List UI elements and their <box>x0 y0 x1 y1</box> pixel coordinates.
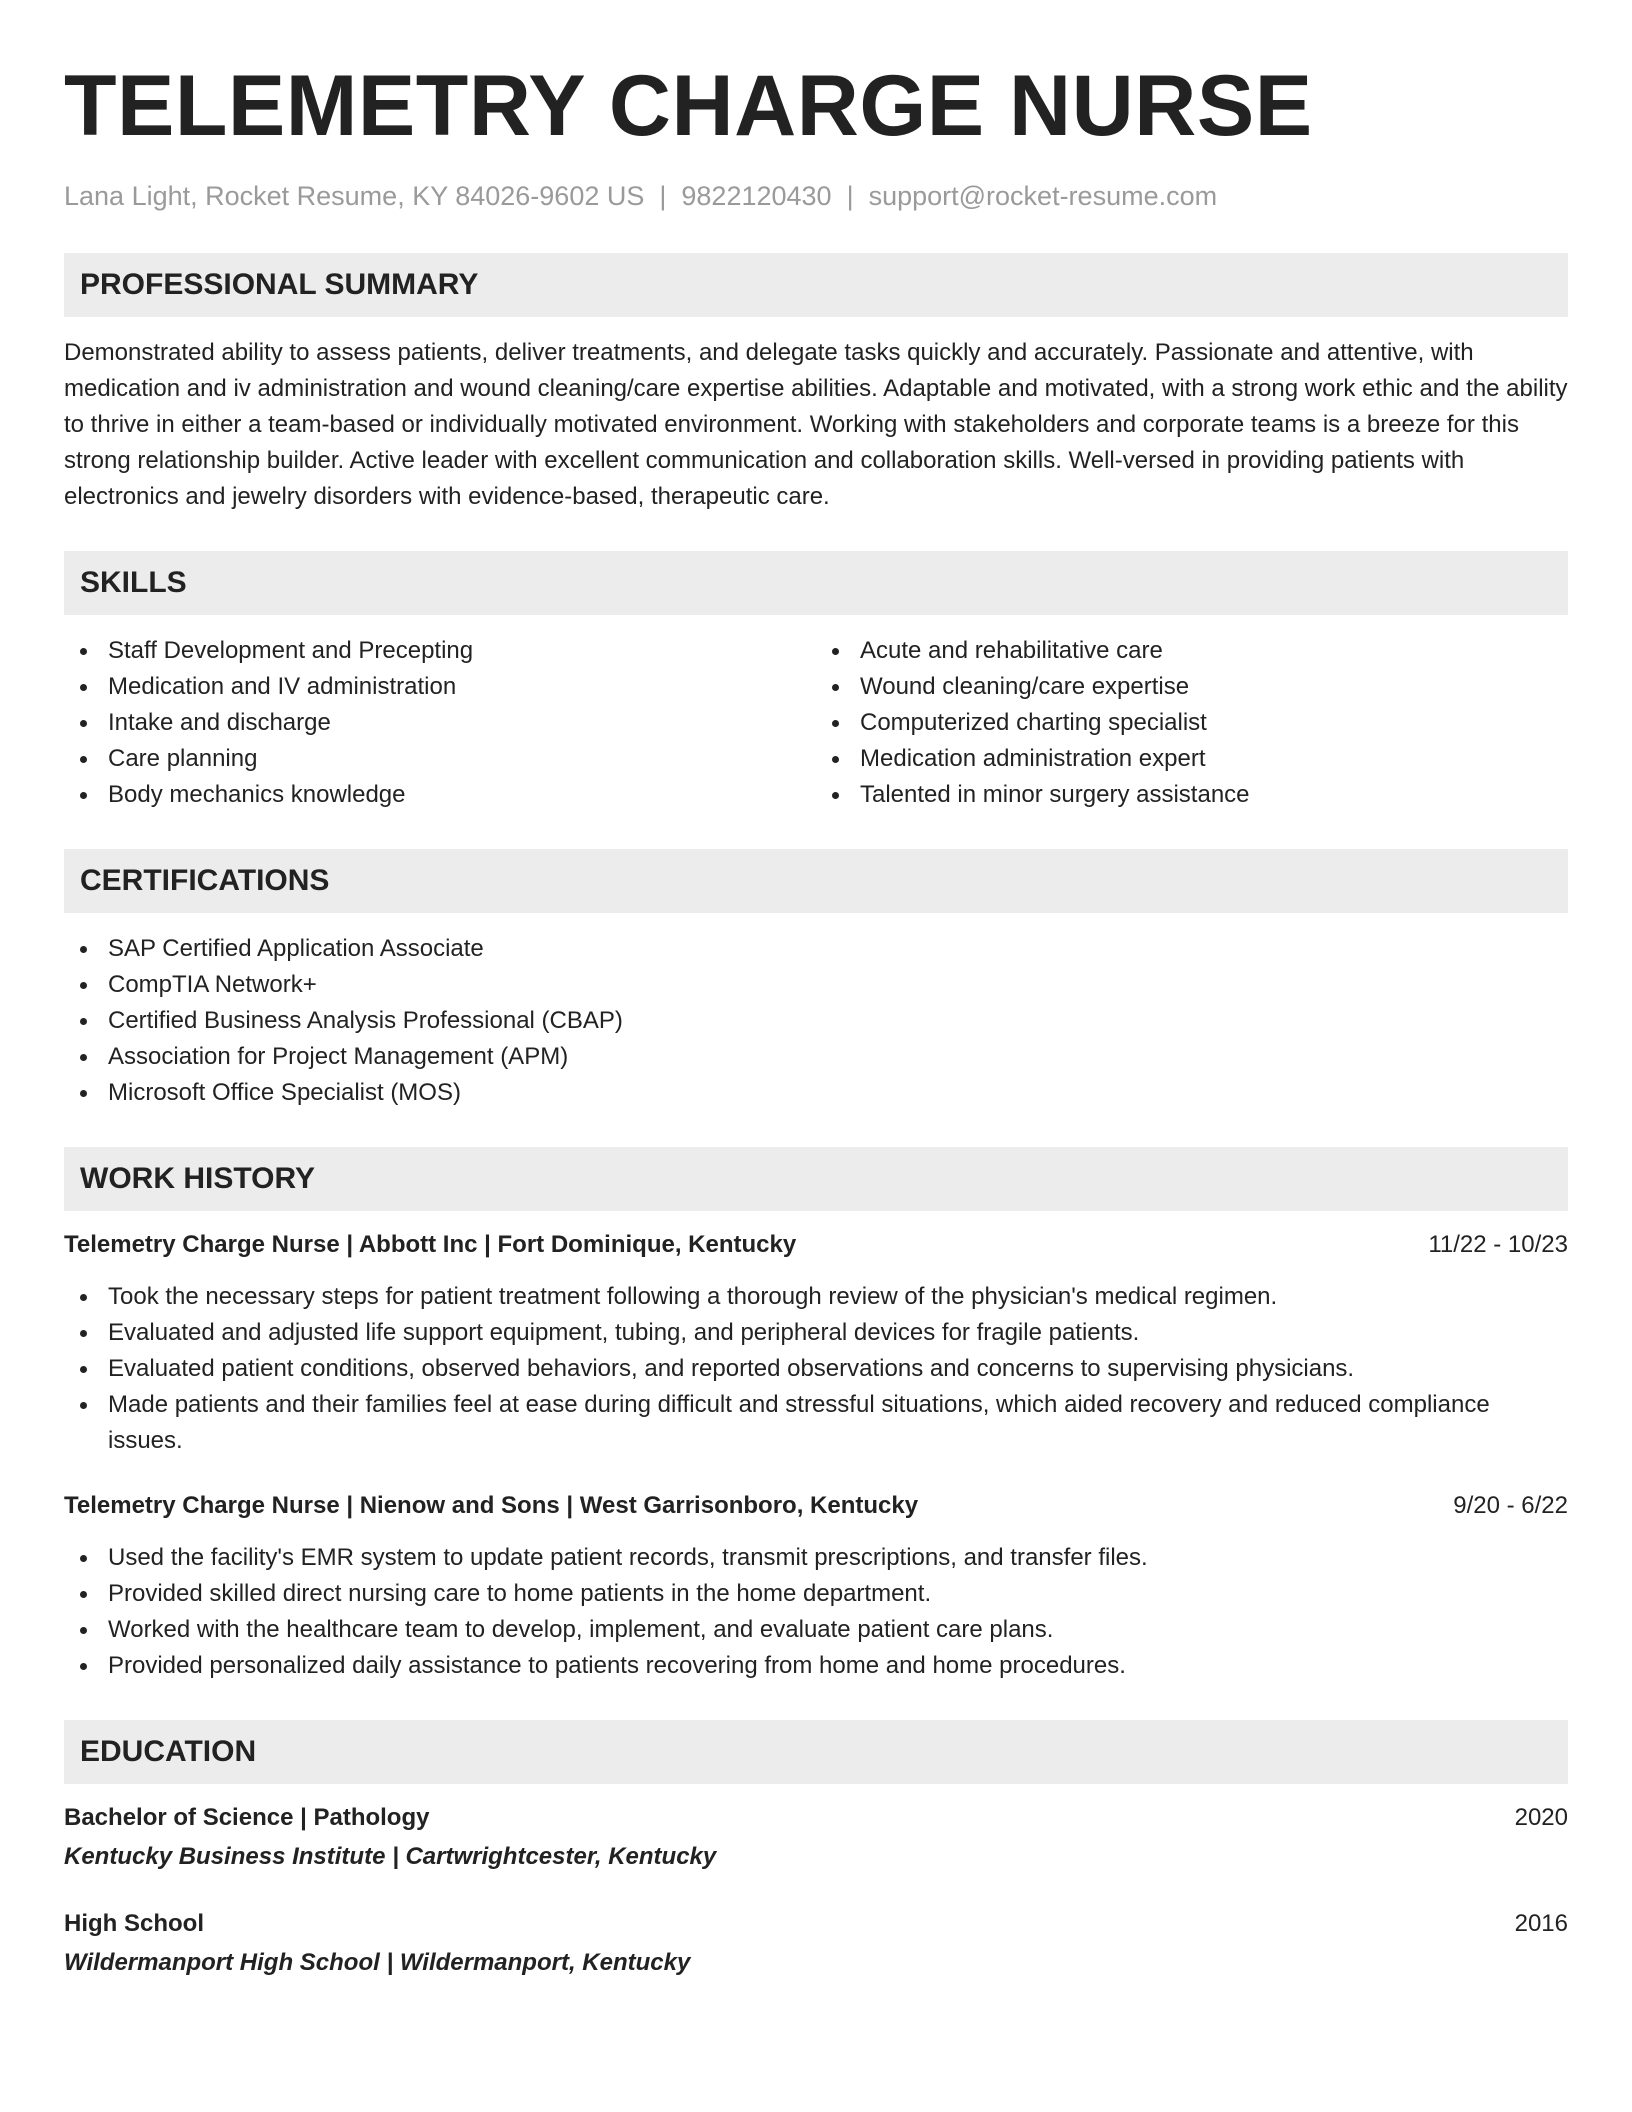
education-degree: High School <box>64 1910 204 1937</box>
job-duty: Evaluated patient conditions, observed behaviors, and reported observations and concerns to supervising physicians. <box>64 1351 1568 1387</box>
summary-text: Demonstrated ability to assess patients, deliver treatments, and delegate tasks quickly and accurately. Passionate and attentive, with medication and iv administration and wound cleaning/care expertise abilities. Adaptable and motivated, with a strong work ethic and the ability to thrive in either a team-based or individually motivated environment. Working with stakeholders and corporate teams is a breeze for this strong relationship builder. Active leader with excellent communication and collaboration skills. Well-versed in providing patients with electronics and jewelry disorders with evidence-based, therapeutic care. <box>64 339 1568 510</box>
skill-item: Care planning <box>64 741 816 777</box>
certifications-list <box>64 931 1568 1111</box>
contact-address: Lana Light, Rocket Resume, KY 84026-9602 US <box>64 181 645 211</box>
job-title: Telemetry Charge Nurse | Abbott Inc | Fort Dominique, Kentucky <box>64 1231 797 1258</box>
education-degree: Bachelor of Science | Pathology <box>64 1804 430 1831</box>
job-duty: Worked with the healthcare team to develop, implement, and evaluate patient care plans. <box>64 1612 1568 1648</box>
education-section <box>64 1720 1568 1981</box>
job-header <box>64 1227 1568 1263</box>
education-year: 2016 <box>1514 1910 1568 1937</box>
section-heading: WORK HISTORY <box>64 1147 1568 1211</box>
job-duty: Took the necessary steps for patient treatment following a thorough review of the physician's medical regimen. <box>64 1279 1568 1315</box>
section-heading: EDUCATION <box>64 1720 1568 1784</box>
job-duty: Evaluated and adjusted life support equipment, tubing, and peripheral devices for fragile patients. <box>64 1315 1568 1351</box>
job-duties <box>64 1540 1568 1684</box>
certification-item: Certified Business Analysis Professional (CBAP) <box>64 1003 1568 1039</box>
skill-item: Medication and IV administration <box>64 669 816 705</box>
skill-item: Body mechanics knowledge <box>64 777 816 813</box>
skill-item: Medication administration expert <box>816 741 1568 777</box>
job-header <box>64 1488 1568 1524</box>
skill-item: Staff Development and Precepting <box>64 633 816 669</box>
education-entry <box>64 1906 1568 1981</box>
education-school: Wildermanport High School | Wildermanport, Kentucky <box>64 1949 691 1976</box>
education-school: Kentucky Business Institute | Cartwrightcester, Kentucky <box>64 1843 717 1870</box>
work-history-section <box>64 1147 1568 1684</box>
job-duties <box>64 1279 1568 1459</box>
job-entry <box>64 1488 1568 1684</box>
job-duty: Provided personalized daily assistance to patients recovering from home and home procedures. <box>64 1648 1568 1684</box>
section-heading: PROFESSIONAL SUMMARY <box>64 253 1568 317</box>
job-duty: Made patients and their families feel at ease during difficult and stressful situations, which aided recovery and reduced compliance issues. <box>64 1387 1568 1459</box>
contact-email: support@rocket-resume.com <box>868 181 1218 211</box>
skill-item: Intake and discharge <box>64 705 816 741</box>
job-entry <box>64 1227 1568 1459</box>
certification-item: Microsoft Office Specialist (MOS) <box>64 1075 1568 1111</box>
skills-list-right <box>816 633 1568 813</box>
certification-item: CompTIA Network+ <box>64 967 1568 1003</box>
education-entry <box>64 1800 1568 1875</box>
skill-item: Talented in minor surgery assistance <box>816 777 1568 813</box>
education-header <box>64 1906 1568 1942</box>
job-dates: 9/20 - 6/22 <box>1453 1492 1568 1519</box>
skill-item: Acute and rehabilitative care <box>816 633 1568 669</box>
job-title: Telemetry Charge Nurse | Nienow and Sons | West Garrisonboro, Kentucky <box>64 1492 919 1519</box>
job-duty: Provided skilled direct nursing care to home patients in the home department. <box>64 1576 1568 1612</box>
contact-separator: | <box>846 181 854 211</box>
skills-list-left <box>64 633 816 813</box>
contact-phone: 9822120430 <box>681 181 832 211</box>
certification-item: Association for Project Management (APM) <box>64 1039 1568 1075</box>
contact-separator: | <box>659 181 667 211</box>
section-heading: CERTIFICATIONS <box>64 849 1568 913</box>
resume-name: TELEMETRY CHARGE NURSE <box>64 58 1313 154</box>
education-header <box>64 1800 1568 1836</box>
education-year: 2020 <box>1514 1804 1568 1831</box>
skill-item: Wound cleaning/care expertise <box>816 669 1568 705</box>
skills-columns <box>64 615 1568 813</box>
skills-section <box>64 551 1568 813</box>
section-heading: SKILLS <box>64 551 1568 615</box>
job-dates: 11/22 - 10/23 <box>1428 1231 1568 1258</box>
certification-item: SAP Certified Application Associate <box>64 931 1568 967</box>
summary-section <box>64 253 1568 515</box>
contact-line <box>64 178 1568 214</box>
certifications-section <box>64 849 1568 1111</box>
skill-item: Computerized charting specialist <box>816 705 1568 741</box>
job-duty: Used the facility's EMR system to update patient records, transmit prescriptions, and transfer files. <box>64 1540 1568 1576</box>
